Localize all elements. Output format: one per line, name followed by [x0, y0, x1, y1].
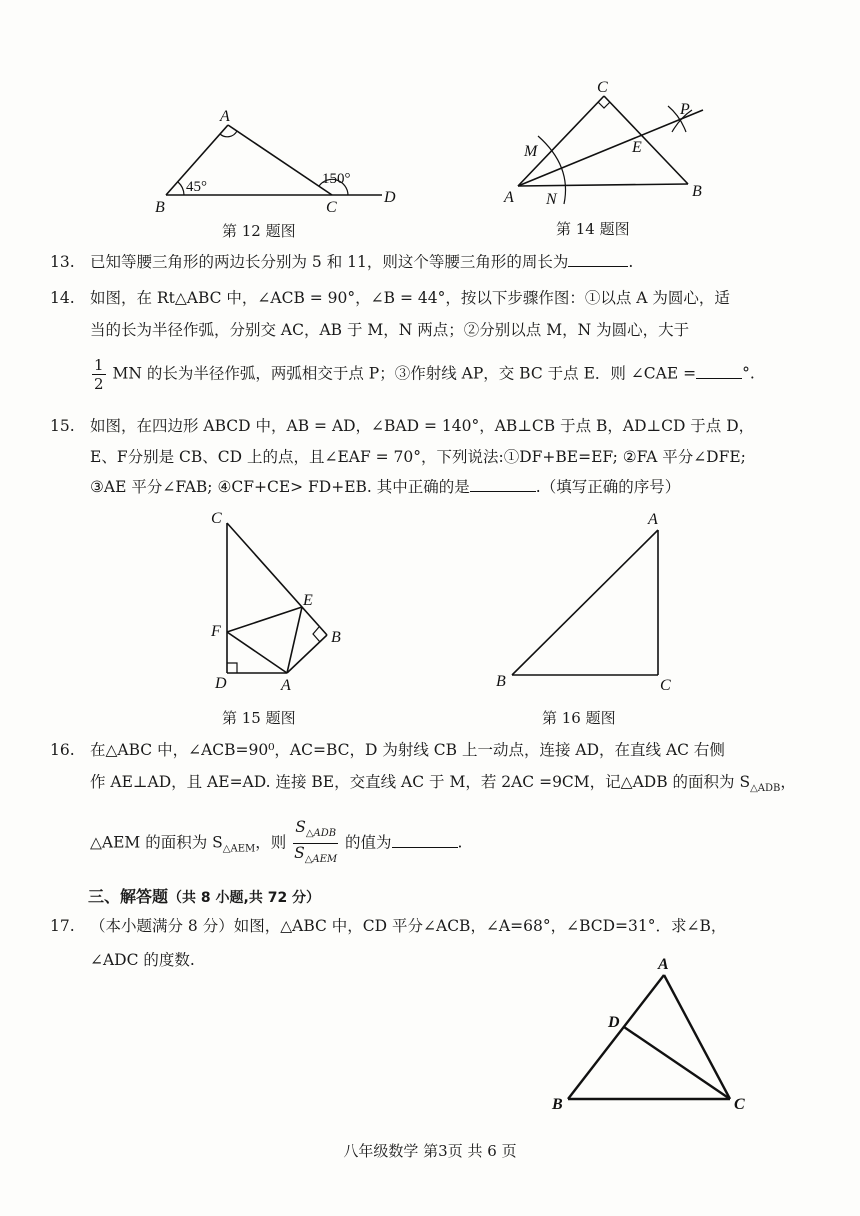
q16-frac-bottom: S: [294, 844, 305, 863]
fig17-label-B: B: [552, 1096, 563, 1113]
q15-answer-blank: [470, 477, 536, 492]
q16-line2: 作 AE⊥AD，且 AE=AD. 连接 BE，交直线 AC 于 M，若 2AC =9CM，记△ADB 的面积为 S: [90, 773, 751, 791]
figure-16: [490, 510, 690, 694]
fig14-caption: 第 14 题图: [556, 220, 630, 238]
figure-14: [500, 80, 720, 210]
q16-line3-row: [90, 818, 790, 866]
section-3-sub: （共 8 小题,共 72 分）: [168, 890, 321, 906]
q16-frac-top-sub: △ADB: [305, 828, 337, 840]
q14-line3: MN 的长为半径作弧，两弧相交于点 P；③作射线 AP，交 BC 于点 E．则 ∠CAE =: [112, 364, 697, 383]
fig17-label-A: A: [658, 956, 669, 973]
q16-line3a: △AEM 的面积为 S: [90, 833, 223, 852]
fig12-label-A: A: [220, 108, 230, 125]
section-3-heading: [88, 884, 320, 907]
fig15-label-E: E: [303, 592, 313, 609]
q13-text: 已知等腰三角形的两边长分别为 5 和 11，则这个等腰三角形的周长为: [90, 253, 569, 271]
question-14: [50, 288, 790, 308]
fig15-label-D: D: [215, 675, 227, 692]
fig15-label-C: C: [211, 510, 222, 527]
question-17: [50, 916, 790, 936]
question-16: [50, 740, 790, 760]
q16-sub-adb: △ADB: [750, 783, 781, 795]
fig15-label-A: A: [281, 677, 291, 694]
q15-line1: 如图，在四边形 ABCD 中，AB = AD，∠BAD = 140°，AB⊥CB 于点 B，AD⊥CD 于点 D，: [90, 417, 755, 435]
fig14-label-B: B: [692, 183, 702, 200]
q17-line1: （本小题满分 8 分）如图，△ABC 中，CD 平分∠ACB，∠A=68°，∠BCD=31°．求∠B，: [90, 917, 727, 935]
q16-line2-end: ，: [780, 773, 796, 791]
fig16-label-A: A: [648, 511, 658, 528]
q14-frac-top: 1: [94, 356, 104, 374]
q15-line3a: ③AE 平分∠FAB; ④CF+CE> FD+EB. 其中正确的是: [90, 478, 470, 496]
q16-line3b: ，则: [255, 833, 287, 852]
q16-sub-aem: △AEM: [222, 843, 256, 855]
fig14-label-M: M: [524, 143, 538, 160]
q16-frac-top: S: [295, 818, 306, 836]
q16-end: .: [457, 833, 463, 852]
q13-answer-blank: [568, 252, 628, 267]
fig14-label-E: E: [632, 139, 642, 156]
figure-17: [548, 955, 758, 1120]
q17-number: 17.: [50, 917, 75, 935]
question-13: [50, 252, 790, 272]
q14-line1: 如图，在 Rt△ABC 中，∠ACB = 90°，∠B = 44°，按以下步骤作图：①以点 A 为圆心，适: [90, 289, 730, 307]
fig15-label-F: F: [211, 623, 221, 640]
q15-line2: E、F分别是 CB、CD 上的点，且∠EAF = 70°，下列说法:①DF+BE=EF; ②FA 平分∠DFE;: [90, 448, 746, 466]
fig15-label-B: B: [331, 629, 341, 646]
question-15: [50, 416, 790, 436]
fig12-angle-C: 150°: [322, 171, 351, 187]
q14-end: °.: [742, 364, 755, 383]
q15-line2-row: [90, 447, 790, 467]
fig16-caption: 第 16 题图: [542, 709, 616, 727]
page-footer: 八年级数学 第3页 共 6 页: [343, 1142, 517, 1160]
fig14-label-P: P: [680, 101, 690, 118]
q14-answer-blank: [696, 364, 742, 379]
q14-line2: 当的长为半径作弧，分别交 AC，AB 于 M，N 两点；②分别以点 M，N 为圆心，大于: [90, 321, 690, 339]
q13-end: .: [628, 253, 634, 271]
fig16-label-B: B: [496, 673, 506, 690]
figure-15: [205, 505, 355, 695]
fig12-label-B: B: [155, 199, 165, 216]
fig12-label-C: C: [326, 199, 337, 216]
q14-number: 14.: [50, 289, 75, 307]
fig14-label-N: N: [546, 191, 557, 208]
fig12-label-D: D: [384, 189, 396, 206]
fig16-label-C: C: [660, 677, 671, 694]
q16-frac-bottom-sub: △AEM: [304, 854, 338, 866]
q16-fraction: [293, 818, 338, 869]
fig12-caption: 第 12 题图: [222, 222, 296, 240]
fig15-caption: 第 15 题图: [222, 709, 296, 727]
fig17-label-C: C: [734, 1096, 745, 1113]
q16-line2-row: [90, 772, 796, 799]
q14-frac-bottom: 2: [94, 375, 104, 393]
q15-line3-row: [90, 477, 790, 497]
q14-fraction: [92, 356, 106, 393]
q16-number: 16.: [50, 741, 75, 759]
q13-number: 13.: [50, 253, 75, 271]
fig17-label-D: D: [608, 1014, 620, 1031]
q17-line2: ∠ADC 的度数.: [90, 951, 195, 969]
fig14-label-A: A: [504, 189, 514, 206]
q16-line3c: 的值为: [345, 833, 392, 852]
fig14-label-C: C: [597, 79, 608, 96]
q16-answer-blank: [392, 833, 458, 848]
q16-line1: 在△ABC 中，∠ACB=90⁰，AC=BC，D 为射线 CB 上一动点，连接 AD，在直线 AC 右侧: [90, 741, 725, 759]
q15-number: 15.: [50, 417, 75, 435]
fig12-angle-B: 45°: [186, 179, 207, 195]
section-3-title: 三、解答题: [88, 887, 169, 906]
q15-line3b: .（填写正确的序号）: [535, 478, 681, 496]
q14-line2-row: [90, 320, 790, 340]
figure-12: [150, 105, 410, 215]
q14-line3-row: [90, 356, 790, 393]
